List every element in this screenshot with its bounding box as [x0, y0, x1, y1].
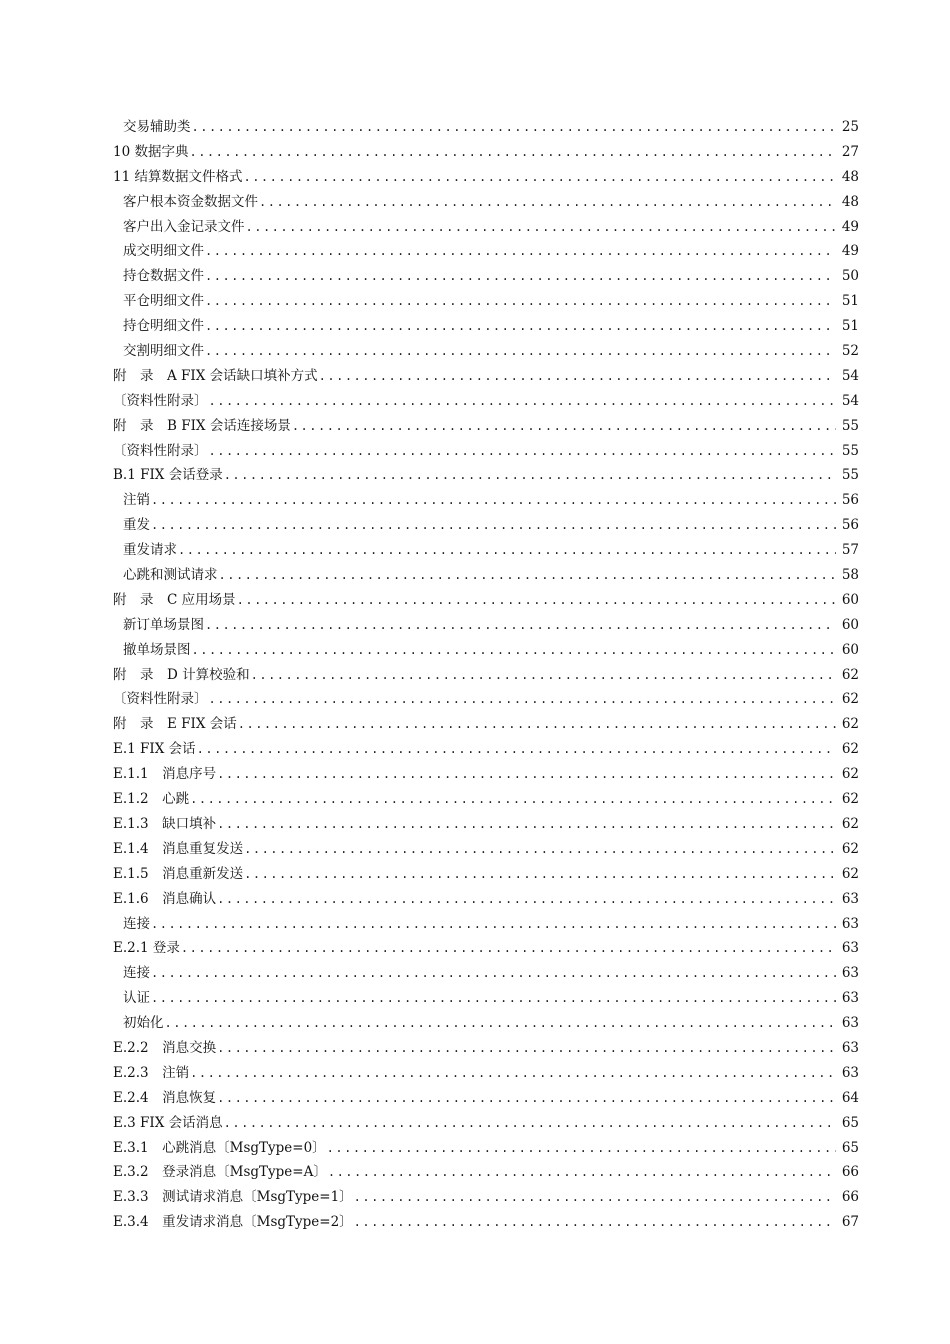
toc-entry[interactable]: [113, 936, 859, 961]
toc-entry-page-number: 63: [841, 890, 859, 907]
toc-entry[interactable]: [113, 837, 859, 862]
toc-entry-title: 连接: [123, 915, 150, 932]
toc-entry-title: E.1.4 消息重复发送: [113, 840, 244, 857]
dot-leader: [259, 190, 836, 215]
toc-entry-page-number: 63: [841, 965, 859, 982]
dot-leader: [319, 364, 836, 389]
dot-leader: [205, 264, 836, 289]
toc-entry[interactable]: [113, 190, 859, 215]
dot-leader: [209, 439, 837, 464]
toc-entry-page-number: 62: [841, 741, 859, 758]
toc-entry-title: 持仓明细文件: [123, 318, 204, 335]
toc-entry[interactable]: [113, 1086, 859, 1111]
dot-leader: [181, 936, 836, 961]
toc-entry[interactable]: [113, 1061, 859, 1086]
toc-entry-page-number: 60: [841, 616, 859, 633]
toc-entry-page-number: 60: [841, 591, 859, 608]
toc-entry[interactable]: [113, 638, 859, 663]
toc-entry-title: 重发: [123, 517, 150, 534]
dot-leader: [209, 687, 837, 712]
dot-leader: [165, 1011, 837, 1036]
toc-entry[interactable]: [113, 239, 859, 264]
toc-entry-page-number: 62: [841, 815, 859, 832]
toc-entry-page-number: 63: [841, 940, 859, 957]
dot-leader: [244, 837, 836, 862]
toc-entry-title: 注销: [123, 492, 150, 509]
toc-entry-page-number: 49: [841, 218, 859, 235]
toc-entry-page-number: 62: [841, 840, 859, 857]
dot-leader: [354, 1185, 836, 1210]
toc-entry[interactable]: [113, 140, 859, 165]
toc-entry[interactable]: [113, 463, 859, 488]
dot-leader: [205, 239, 836, 264]
dot-leader: [192, 638, 837, 663]
toc-entry[interactable]: [113, 1111, 859, 1136]
dot-leader: [217, 887, 836, 912]
dot-leader: [205, 289, 836, 314]
toc-entry-page-number: 48: [841, 168, 859, 185]
dot-leader: [238, 712, 836, 737]
toc-entry[interactable]: [113, 439, 859, 464]
toc-entry[interactable]: [113, 414, 859, 439]
toc-entry-page-number: 60: [841, 641, 859, 658]
toc-entry[interactable]: [113, 712, 859, 737]
toc-entry-page-number: 65: [841, 1114, 859, 1131]
dot-leader: [217, 812, 836, 837]
toc-entry-title: E.3.2 登录消息〔MsgType=A〕: [113, 1164, 327, 1181]
toc-entry-title: 〔资料性附录〕: [113, 392, 208, 409]
toc-entry-page-number: 49: [841, 243, 859, 260]
toc-entry-title: 交易辅助类: [123, 119, 191, 135]
toc-entry-title: 10 数据字典: [113, 143, 189, 160]
toc-entry[interactable]: [113, 289, 859, 314]
dot-leader: [244, 862, 836, 887]
toc-entry-page-number: 63: [841, 915, 859, 932]
toc-entry-page-number: 62: [841, 716, 859, 733]
toc-entry[interactable]: [113, 887, 859, 912]
toc-entry[interactable]: [113, 1210, 859, 1235]
toc-entry[interactable]: [113, 663, 859, 688]
toc-entry-title: E.2.2 消息交换: [113, 1039, 217, 1056]
toc-entry-page-number: 62: [841, 865, 859, 882]
toc-entry[interactable]: [113, 1011, 859, 1036]
dot-leader: [243, 165, 836, 190]
toc-entry[interactable]: [113, 687, 859, 712]
toc-entry[interactable]: [113, 165, 859, 190]
toc-entry-title: 连接: [123, 965, 150, 982]
toc-entry-title: 附 录 D 计算校验和: [113, 666, 250, 683]
toc-entry-title: 客户根本资金数据文件: [123, 193, 258, 210]
toc-entry-page-number: 62: [841, 766, 859, 783]
dot-leader: [327, 1136, 836, 1161]
toc-entry-page-number: 27: [841, 143, 859, 160]
dot-leader: [328, 1160, 836, 1185]
toc-entry-page-number: 50: [841, 268, 859, 285]
toc-entry-title: B.1 FIX 会话登录: [113, 467, 223, 484]
dot-leader: [209, 389, 837, 414]
toc-entry-page-number: 63: [841, 1039, 859, 1056]
toc-entry-page-number: 52: [841, 343, 859, 360]
toc-entry-title: 附 录 E FIX 会话: [113, 716, 237, 733]
toc-entry-title: E.1.2 心跳: [113, 791, 190, 808]
toc-entry-title: E.3 FIX 会话消息: [113, 1114, 223, 1131]
dot-leader: [151, 513, 836, 538]
toc-entry[interactable]: [113, 1185, 859, 1210]
toc-entry[interactable]: [113, 787, 859, 812]
dot-leader: [237, 588, 836, 613]
dot-leader: [224, 463, 836, 488]
toc-entry[interactable]: [113, 986, 859, 1011]
dot-leader: [190, 787, 836, 812]
toc-entry-title: 11 结算数据文件格式: [113, 168, 243, 185]
toc-entry[interactable]: [113, 563, 859, 588]
dot-leader: [246, 215, 837, 240]
dot-leader: [217, 1086, 836, 1111]
dot-leader: [217, 1036, 836, 1061]
toc-entry-page-number: 56: [841, 517, 859, 534]
dot-leader: [190, 1061, 836, 1086]
toc-entry-page-number: 54: [841, 392, 859, 409]
toc-entry-page-number: 64: [841, 1089, 859, 1106]
toc-entry[interactable]: [113, 115, 859, 140]
toc-entry-title: 〔资料性附录〕: [113, 442, 208, 459]
toc-entry[interactable]: [113, 762, 859, 787]
toc-entry[interactable]: [113, 961, 859, 986]
dot-leader: [224, 1111, 836, 1136]
toc-entry-page-number: 63: [841, 990, 859, 1007]
toc-entry-page-number: 48: [841, 193, 859, 210]
toc-entry-page-number: 66: [841, 1189, 859, 1206]
toc-entry[interactable]: [113, 1136, 859, 1161]
toc-entry[interactable]: [113, 488, 859, 513]
toc-entry-title: 附 录 B FIX 会话连接场景: [113, 417, 291, 434]
toc-entry-title: E.2.1 登录: [113, 940, 180, 957]
toc-entry-page-number: 58: [841, 567, 859, 584]
toc-entry[interactable]: [113, 1036, 859, 1061]
dot-leader: [354, 1210, 836, 1235]
toc-entry-title: E.1.6 消息确认: [113, 890, 217, 907]
dot-leader: [151, 986, 836, 1011]
toc-entry[interactable]: [113, 862, 859, 887]
dot-leader: [151, 961, 836, 986]
toc-entry-title: 附 录 C 应用场景: [113, 591, 236, 608]
toc-entry[interactable]: [113, 513, 859, 538]
toc-entry-title: E.1.1 消息序号: [113, 766, 217, 783]
dot-leader: [219, 563, 837, 588]
toc-entry-title: E.2.4 消息恢复: [113, 1089, 217, 1106]
dot-leader: [192, 115, 837, 140]
toc-entry-page-number: 25: [841, 119, 859, 135]
toc-entry[interactable]: [113, 264, 859, 289]
toc-entry-title: E.1 FIX 会话: [113, 741, 196, 758]
toc-entry-title: 撤单场景图: [123, 641, 191, 658]
toc-entry-title: 重发请求: [123, 542, 177, 559]
toc-entry[interactable]: [113, 314, 859, 339]
dot-leader: [217, 762, 836, 787]
toc-entry-page-number: 56: [841, 492, 859, 509]
dot-leader: [178, 538, 836, 563]
toc-entry-title: E.3.1 心跳消息〔MsgType=0〕: [113, 1139, 326, 1156]
toc-entry-page-number: 65: [841, 1139, 859, 1156]
toc-entry-page-number: 62: [841, 791, 859, 808]
dot-leader: [205, 339, 836, 364]
toc-entry[interactable]: [113, 215, 859, 240]
dot-leader: [189, 140, 836, 165]
toc-entry-title: 新订单场景图: [123, 616, 204, 633]
toc-entry-page-number: 55: [841, 467, 859, 484]
toc-entry-page-number: 62: [841, 666, 859, 683]
toc-entry-page-number: 51: [841, 318, 859, 335]
toc-entry-page-number: 66: [841, 1164, 859, 1181]
toc-entry-page-number: 55: [841, 442, 859, 459]
toc-entry-title: E.1.5 消息重新发送: [113, 865, 244, 882]
dot-leader: [151, 488, 836, 513]
toc-entry-page-number: 63: [841, 1064, 859, 1081]
toc-entry[interactable]: [113, 812, 859, 837]
toc-entry[interactable]: [113, 538, 859, 563]
toc-entry-title: 成交明细文件: [123, 243, 204, 260]
toc-entry[interactable]: [113, 912, 859, 937]
toc-entry-title: E.3.4 重发请求消息〔MsgType=2〕: [113, 1214, 353, 1231]
toc-entry[interactable]: [113, 1160, 859, 1185]
toc-entry-page-number: 63: [841, 1015, 859, 1032]
dot-leader: [205, 314, 836, 339]
toc-entry[interactable]: [113, 613, 859, 638]
dot-leader: [197, 737, 836, 762]
toc-entry-page-number: 54: [841, 367, 859, 384]
toc-entry-title: 客户出入金记录文件: [123, 218, 245, 235]
toc-entry-title: 认证: [123, 990, 150, 1007]
toc-entry-title: 初始化: [123, 1015, 164, 1032]
dot-leader: [151, 912, 836, 937]
toc-entry[interactable]: [113, 737, 859, 762]
toc-entry-title: 附 录 A FIX 会话缺口填补方式: [113, 367, 318, 384]
toc-entry-page-number: 67: [841, 1214, 859, 1231]
toc-entry-title: 交割明细文件: [123, 343, 204, 360]
toc-entry-title: 〔资料性附录〕: [113, 691, 208, 708]
toc-entry[interactable]: [113, 389, 859, 414]
table-of-contents: [113, 115, 859, 1235]
toc-entry-title: 持仓数据文件: [123, 268, 204, 285]
toc-entry-page-number: 57: [841, 542, 859, 559]
toc-entry-title: E.1.3 缺口填补: [113, 815, 217, 832]
toc-entry-page-number: 51: [841, 293, 859, 310]
toc-entry[interactable]: [113, 364, 859, 389]
dot-leader: [205, 613, 836, 638]
toc-entry-page-number: 62: [841, 691, 859, 708]
toc-entry[interactable]: [113, 588, 859, 613]
toc-entry-page-number: 55: [841, 417, 859, 434]
toc-entry-title: 平仓明细文件: [123, 293, 204, 310]
dot-leader: [292, 414, 836, 439]
toc-entry-title: E.2.3 注销: [113, 1064, 190, 1081]
dot-leader: [251, 663, 836, 688]
toc-entry-title: 心跳和测试请求: [123, 567, 218, 584]
toc-entry-title: E.3.3 测试请求消息〔MsgType=1〕: [113, 1189, 353, 1206]
toc-entry[interactable]: [113, 339, 859, 364]
